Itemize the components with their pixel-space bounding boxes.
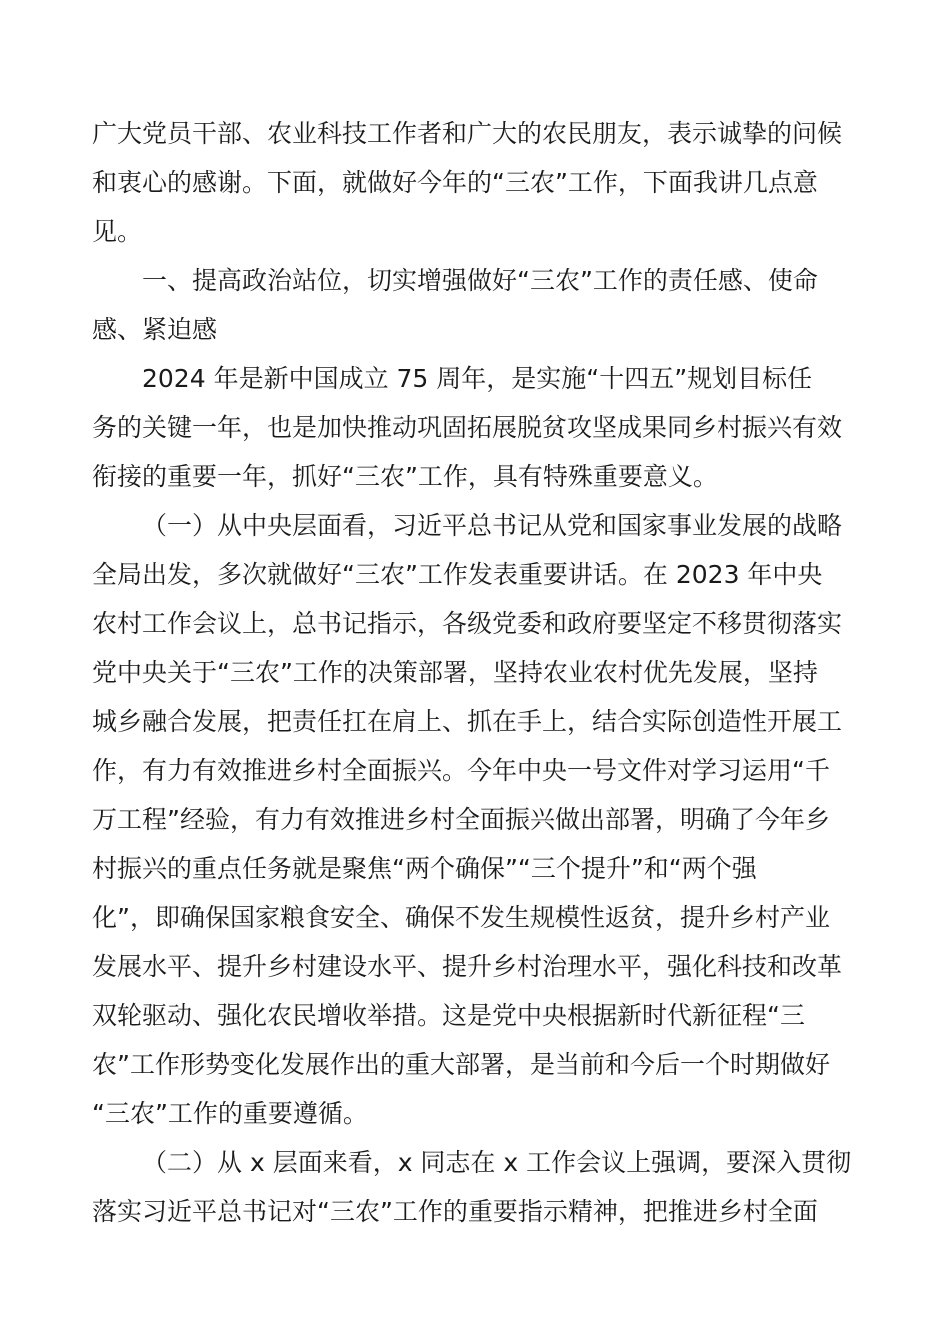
text-line: 2024 年是新中国成立 75 周年，是实施“十四五”规划目标任 bbox=[142, 364, 813, 393]
text-line: 城乡融合发展，把责任扛在肩上、抓在手上，结合实际创造性开展工 bbox=[92, 707, 843, 736]
text-line: 广大党员干部、农业科技工作者和广大的农民朋友，表示诚挚的问候 bbox=[92, 119, 843, 148]
text-line: 衔接的重要一年，抓好“三农”工作，具有特殊重要意义。 bbox=[92, 462, 718, 491]
section-heading-line: 感、紧迫感 bbox=[92, 315, 218, 344]
text-line: 村振兴的重点任务就是聚焦“两个确保”“三个提升”和“两个强 bbox=[92, 854, 757, 883]
text-line: 发展水平、提升乡村建设水平、提升乡村治理水平，强化科技和改革 bbox=[92, 952, 843, 981]
text-line: 万工程”经验，有力有效推进乡村全面振兴做出部署，明确了今年乡 bbox=[92, 805, 830, 834]
text-line: 务的关键一年，也是加快推动巩固拓展脱贫攻坚成果同乡村振兴有效 bbox=[92, 413, 843, 442]
text-line: 和衷心的感谢。下面，就做好今年的“三农”工作，下面我讲几点意 bbox=[92, 168, 818, 197]
text-line: 作，有力有效推进乡村全面振兴。今年中央一号文件对学习运用“千 bbox=[92, 756, 830, 785]
text-line: 党中央关于“三农”工作的决策部署，坚持农业农村优先发展，坚持 bbox=[92, 658, 818, 687]
text-line: 农村工作会议上，总书记指示，各级党委和政府要坚定不移贯彻落实 bbox=[92, 609, 843, 638]
text-line: 落实习近平总书记对“三农”工作的重要指示精神，把推进乡村全面 bbox=[92, 1197, 818, 1226]
text-line: 农”工作形势变化发展作出的重大部署，是当前和今后一个时期做好 bbox=[92, 1050, 830, 1079]
section-heading-line: 一、提高政治站位，切实增强做好“三农”工作的责任感、使命 bbox=[142, 266, 818, 295]
text-line: “三农”工作的重要遵循。 bbox=[92, 1099, 368, 1128]
document-body bbox=[92, 109, 862, 1236]
text-line: 化”，即确保国家粮食安全、确保不发生规模性返贫，提升乡村产业 bbox=[92, 903, 830, 932]
text-line: 见。 bbox=[92, 217, 143, 246]
text-line: （一）从中央层面看，习近平总书记从党和国家事业发展的战略 bbox=[142, 511, 843, 540]
text-line: 双轮驱动、强化农民增收举措。这是党中央根据新时代新征程“三 bbox=[92, 1001, 805, 1030]
text-line: 全局出发，多次就做好“三农”工作发表重要讲话。在 2023 年中央 bbox=[92, 560, 823, 589]
text-line: （二）从 x 层面来看，x 同志在 x 工作会议上强调，要深入贯彻 bbox=[142, 1148, 852, 1177]
